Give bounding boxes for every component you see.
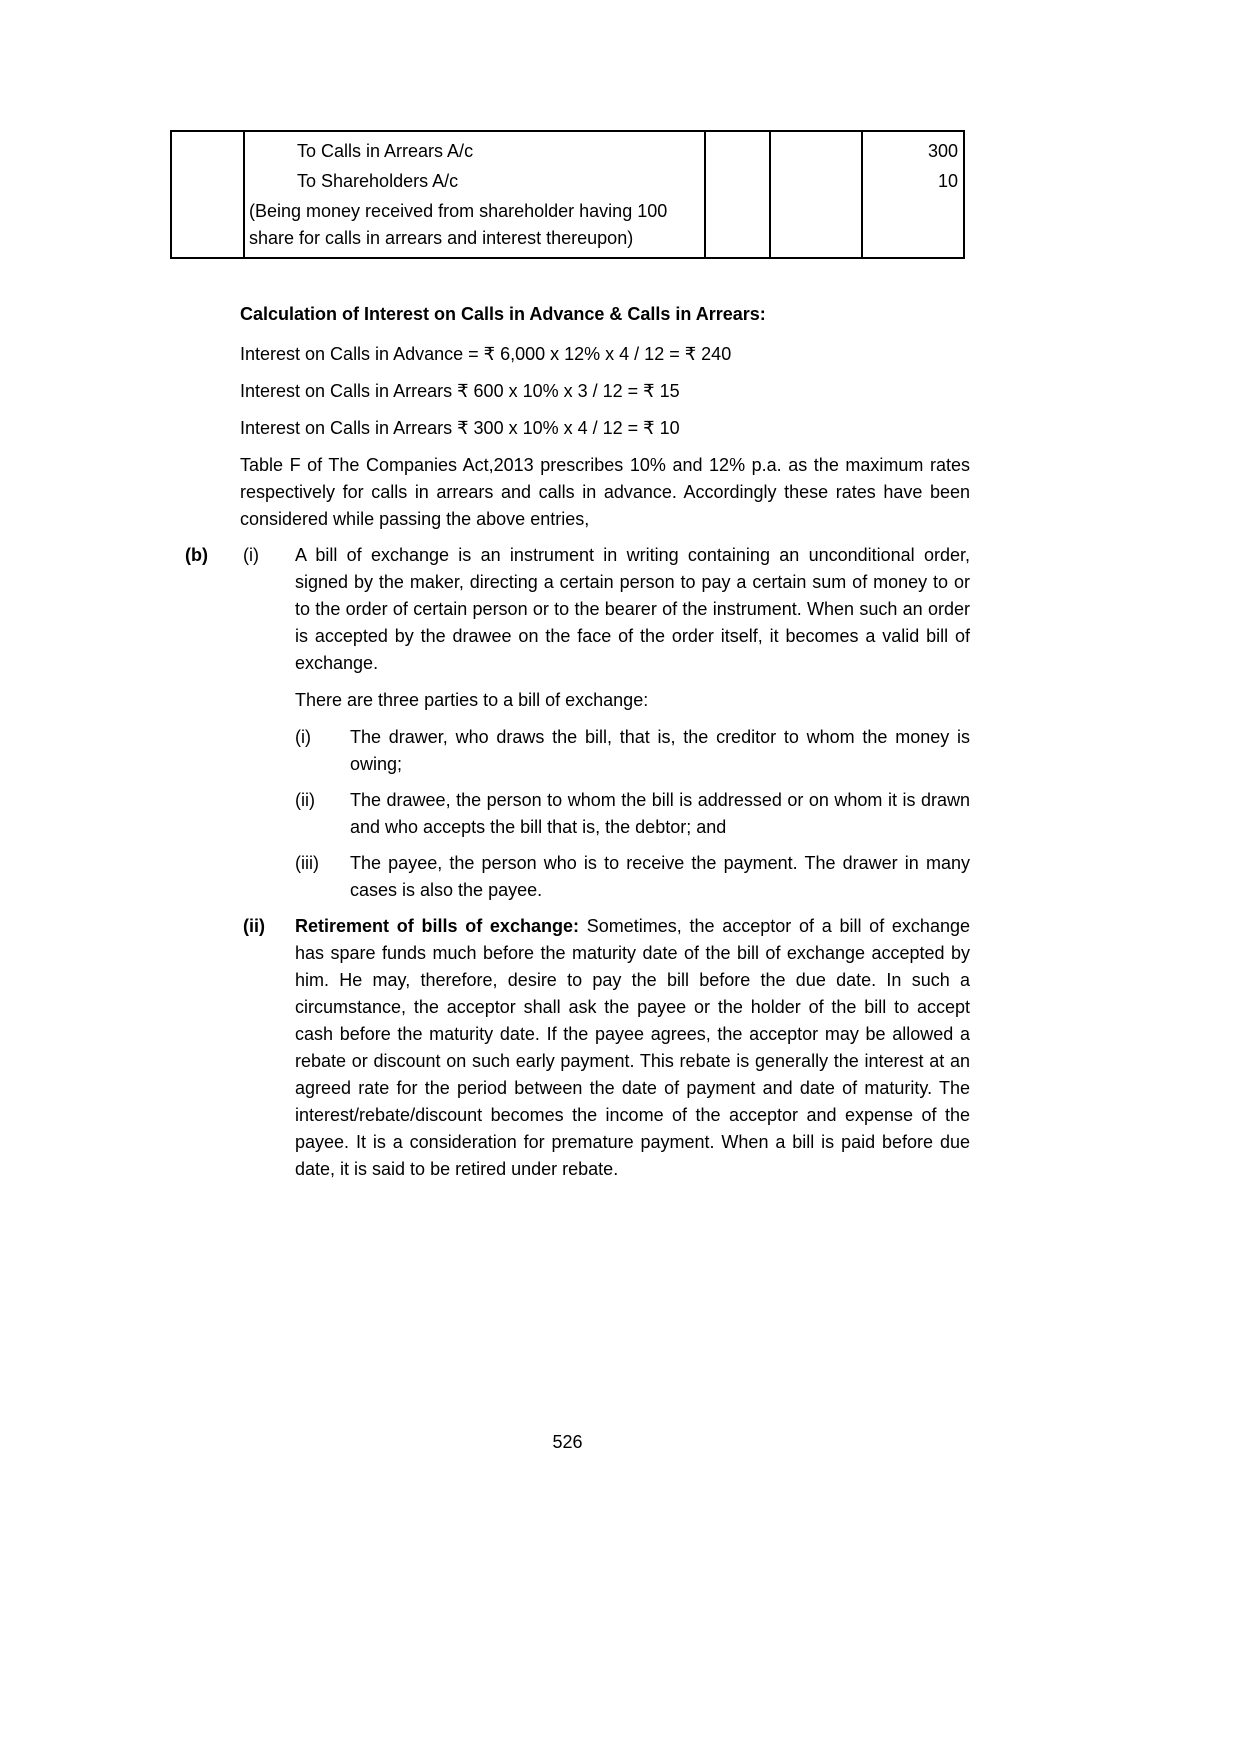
party-text: The payee, the person who is to receive the payment. The drawer in many cases is also the payee.	[350, 853, 970, 900]
debit-amount-cell	[770, 166, 862, 196]
debit-amount-cell	[770, 196, 862, 258]
party-item	[295, 724, 970, 778]
lf-cell	[705, 131, 770, 166]
party-item	[295, 850, 970, 904]
credit-amount-cell: 10	[862, 166, 964, 196]
table-row	[171, 196, 964, 258]
debit-amount-cell	[770, 131, 862, 166]
date-cell	[171, 196, 244, 258]
party-item	[295, 787, 970, 841]
part-i	[243, 542, 970, 913]
lf-cell	[705, 196, 770, 258]
page-number: 526	[552, 1432, 583, 1452]
table-row	[171, 166, 964, 196]
retirement-paragraph	[295, 913, 970, 1183]
parties-intro: There are three parties to a bill of exchange:	[295, 690, 649, 710]
journal-table	[170, 130, 965, 259]
party-label: (i)	[295, 727, 311, 747]
section-b-label: (b)	[185, 545, 208, 565]
bill-definition-paragraph: A bill of exchange is an instrument in writing containing an unconditional order, signed by the maker, directing a certain person to pay a certain sum of money to or to the order of certain person or to the bearer of the instrument. When such an order is accepted by the drawee on the face of the order itself, it becomes a valid bill of exchange.	[295, 545, 970, 673]
party-text: The drawer, who draws the bill, that is, the creditor to whom the money is owing;	[350, 727, 970, 774]
calc-line-arrears-1: Interest on Calls in Arrears ₹ 600 x 10% x 3 / 12 = ₹ 15	[240, 381, 680, 401]
credit-amount-cell	[862, 196, 964, 258]
part-ii	[243, 913, 970, 1193]
part-ii-content	[295, 913, 970, 1193]
calc-line-advance: Interest on Calls in Advance = ₹ 6,000 x 12% x 4 / 12 = ₹ 240	[240, 344, 732, 364]
section-b-content	[243, 542, 970, 1193]
narration-cell: (Being money received from shareholder having 100 share for calls in arrears and interest thereupon)	[244, 196, 705, 258]
part-i-content	[295, 542, 970, 913]
lf-cell	[705, 166, 770, 196]
party-label: (ii)	[295, 790, 315, 810]
section-b	[170, 542, 970, 1193]
particulars-cell: To Shareholders A/c	[244, 166, 705, 196]
credit-amount-cell: 300	[862, 131, 964, 166]
party-label: (iii)	[295, 853, 319, 873]
body-content	[170, 301, 970, 1193]
retirement-heading: Retirement of bills of exchange:	[295, 916, 579, 936]
note-paragraph: Table F of The Companies Act,2013 prescribes 10% and 12% p.a. as the maximum rates respectively for calls in arrears and calls in advance. Accordingly these rates have been considered while passing the above entries,	[240, 455, 970, 529]
date-cell	[171, 166, 244, 196]
part-ii-label: (ii)	[243, 916, 265, 936]
particulars-cell: To Calls in Arrears A/c	[244, 131, 705, 166]
retirement-text: Sometimes, the acceptor of a bill of exchange has spare funds much before the maturity date of the bill of exchange accepted by him. He may, therefore, desire to pay the bill before the due date. In such a circumstance, the acceptor shall ask the payee or the holder of the bill to accept cash before the maturity date. If the payee agrees, the acceptor may be allowed a rebate or discount on such early payment. This rebate is generally the interest at an agreed rate for the period between the date of payment and date of maturity. The interest/rebate/discount becomes the income of the acceptor and expense of the payee. It is a consideration for premature payment. When a bill is paid before due date, it is said to be retired under rebate.	[295, 916, 970, 1179]
part-i-label: (i)	[243, 545, 259, 565]
date-cell	[171, 131, 244, 166]
table-row	[171, 131, 964, 166]
calc-heading: Calculation of Interest on Calls in Advance & Calls in Arrears:	[240, 304, 766, 324]
calc-line-arrears-2: Interest on Calls in Arrears ₹ 300 x 10% x 4 / 12 = ₹ 10	[240, 418, 680, 438]
party-text: The drawee, the person to whom the bill is addressed or on whom it is drawn and who accepts the bill that is, the debtor; and	[350, 790, 970, 837]
